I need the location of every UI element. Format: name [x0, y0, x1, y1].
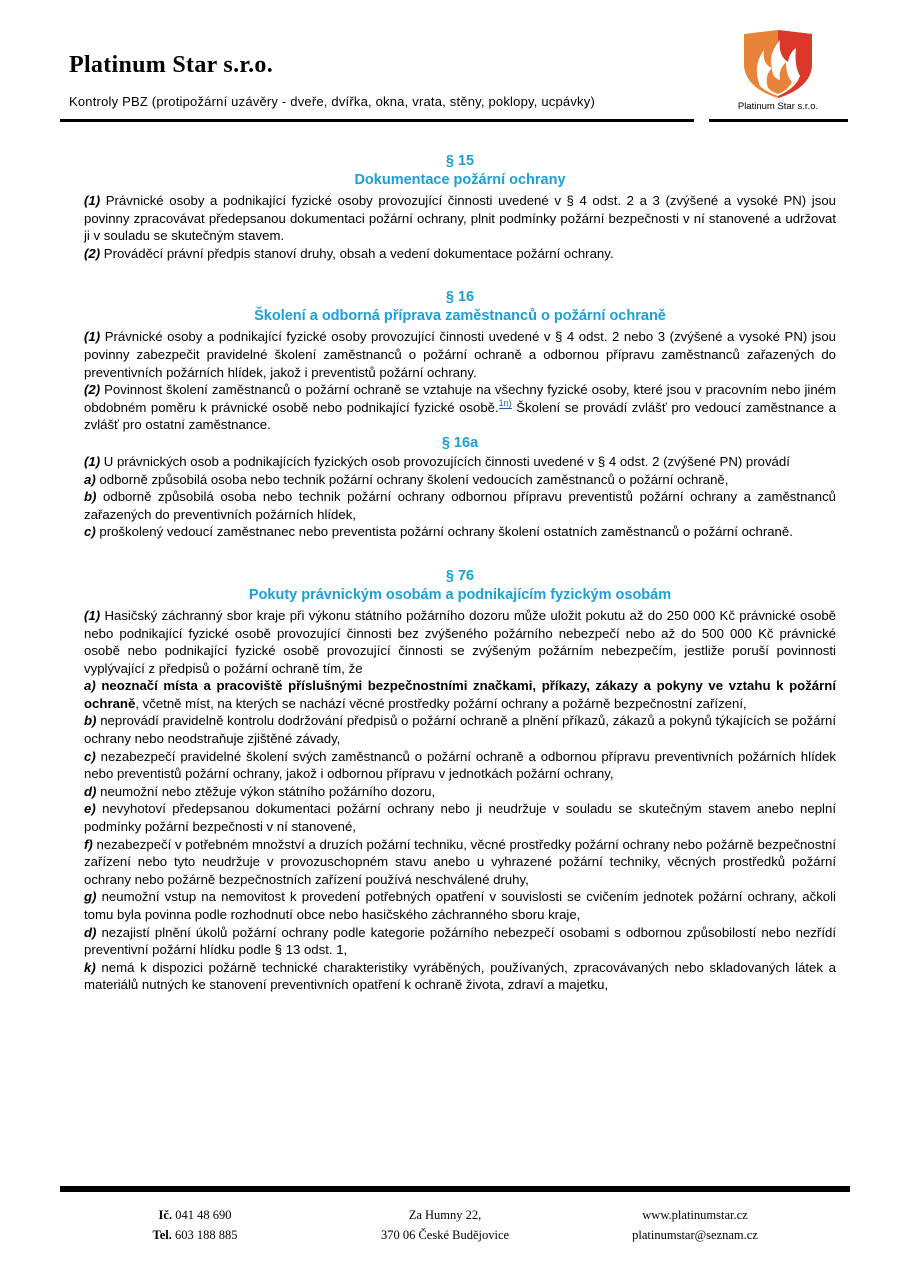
- item-text: , včetně míst, na kterých se nachází věcné prostředky požární ochrany a požárně bezpečnostní zařízení,: [135, 695, 747, 711]
- list-item: [84, 783, 836, 801]
- flame-shield-logo-icon: [738, 26, 818, 100]
- list-item: [84, 836, 836, 889]
- section-76-paragraph-1: [84, 607, 836, 677]
- paragraph-text: Prováděcí právní předpis stanoví druhy, obsah a vedení dokumentace požární ochrany.: [100, 245, 614, 261]
- footer-address: [360, 1205, 530, 1245]
- section-16-number: § 16: [445, 289, 475, 306]
- company-name: Platinum Star s.r.o.: [69, 52, 274, 78]
- section-76-title: Pokuty právnickým osobám a podnikajícím fyzickým osobám: [248, 586, 672, 603]
- section-15-paragraph-1: [84, 192, 836, 245]
- item-text: nezabezpečí v potřebném množství a druzích požární techniku, věcné prostředky požární ochrany nebo požárně bezpečnostní zařízení nebo tyto neudržuje v provozuschopném stavu anebo u vyhrazené požární techniky, věcných prostředků požární ochrany nebo požárně bezpečnostních zařízení používá neschválené druhy,: [84, 836, 836, 887]
- section-15-paragraph-2: [84, 245, 836, 263]
- document-body: [84, 152, 836, 994]
- item-bold-text: neoznačí místa a pracoviště příslušnými bezpečnostními značkami, příkazy, zákazy a pokyny ve vztahu k požární ochraně: [84, 678, 836, 711]
- header-divider-right: [709, 119, 848, 122]
- website-link[interactable]: www.platinumstar.cz: [642, 1208, 748, 1222]
- paragraph-text: Hasičský záchranný sbor kraje při výkonu státního požárního dozoru může uložit pokutu až do 250 000 Kč právnické osobě nebo podnikající fyzické osobě provozující činnosti bez zvýšeného požárního nebezpečí nebo až do 500 000 Kč právnické osobě nebo podnikající fyzické osobě provozující činnosti se zvýšeným požárním nebezpečím, jestliže poruší povinnosti vyplývající z předpisů o požární ochraně tím, že: [84, 607, 836, 676]
- paragraph-text: Školení se provádí zvlášť pro vedoucí zaměstnance a zvlášť pro ostatní zaměstnance.: [84, 399, 836, 433]
- paragraph-text: Povinnost školení zaměstnanců o požární ochraně se vztahuje na všechny fyzické osoby, které jsou v pracovním nebo jiném obdobném poměru k právnické osobě nebo podnikající fyzické osobě.: [84, 382, 836, 415]
- footnote-link[interactable]: 1n): [498, 398, 512, 409]
- item-letter: g): [84, 889, 97, 905]
- paragraph-number: (1): [84, 453, 101, 469]
- header-divider-left: [60, 119, 694, 122]
- item-text: neprovádí pravidelně kontrolu dodržování předpisů o požární ochraně a plnění příkazů, zákazů a pokynů týkajících se požární ochrany nebo neodstraňuje zjištěné závady,: [84, 713, 836, 747]
- list-item: [84, 959, 836, 994]
- paragraph-number: (2): [84, 245, 101, 261]
- section-76-number: § 76: [445, 567, 475, 584]
- item-text: neumožní nebo ztěžuje výkon státního požárního dozoru,: [96, 783, 436, 799]
- item-text: neumožní vstup na nemovitost k provedení potřebných opatření v souvislosti se cvičením jednotek požární ochrany, ačkoli tomu byla povinna podle rozhodnutí obce nebo hasičského záchranného sboru kraje,: [84, 889, 836, 922]
- list-item: [84, 523, 836, 541]
- item-letter: e): [84, 801, 96, 817]
- item-text: nevyhotoví předepsanou dokumentaci požární ochrany nebo ji neudržuje v souladu se skutečným stavem anebo neplní podmínky požární bezpečnosti v ní stanovené,: [84, 801, 836, 835]
- company-logo: [730, 26, 826, 116]
- paragraph-text: Právnické osoby a podnikající fyzické osoby provozující činnosti uvedené v § 4 odst. 2 a 3 (zvýšené a vysoké PN) jsou povinny zpracovávat předepsanou dokumentaci požární ochrany, plnit podmínky požární bezpečnosti v ní stanovené a udržovat ji v souladu se skutečným stavem.: [84, 193, 836, 244]
- item-letter: k): [84, 959, 96, 975]
- section-16-title: Školení a odborná příprava zaměstnanců o požární ochraně: [254, 308, 666, 325]
- item-letter: c): [84, 748, 96, 764]
- paragraph-number: (2): [84, 382, 101, 398]
- section-15-title: Dokumentace požární ochrany: [354, 172, 566, 188]
- list-item: [84, 712, 836, 747]
- section-15-number: § 15: [445, 153, 475, 169]
- section-16-paragraph-2: [84, 381, 836, 434]
- item-text: nezajistí plnění úkolů požární ochrany podle kategorie požárního nebezpečí osobami s odbornou způsobilostí nebo nezřídí preventivní požární hlídku podle § 13 odst. 1,: [84, 924, 836, 958]
- section-16a-number: § 16a: [441, 434, 479, 451]
- list-item: [84, 471, 836, 489]
- item-letter: c): [84, 524, 96, 540]
- item-text: proškolený vedoucí zaměstnanec nebo preventista požární ochrany školení ostatních zaměstnanců o požární ochraně.: [95, 524, 793, 540]
- list-item: [84, 888, 836, 923]
- address-city: 370 06 České Budějovice: [380, 1228, 510, 1242]
- company-tagline: Kontroly PBZ (protipožární uzávěry - dveře, dvířka, okna, vrata, stěny, poklopy, ucpávky): [69, 94, 595, 109]
- paragraph-number: (1): [84, 329, 101, 345]
- list-item: [84, 924, 836, 959]
- tel-label: Tel.: [152, 1228, 172, 1242]
- item-letter: d): [84, 783, 97, 799]
- footer-divider: [60, 1186, 850, 1192]
- item-letter: f): [84, 836, 93, 852]
- item-text: nemá k dispozici požárně technické charakteristiky vyráběných, používaných, zpracovávaných nebo skladovaných látek a materiálů nutných ke stanovení preventivních opatření k ochraně života, zdraví a majetku,: [84, 959, 836, 993]
- paragraph-text: Právnické osoby a podnikající fyzické osoby provozující činnosti uvedené v § 4 odst. 2 nebo 3 (zvýšené a vysoké PN) jsou povinny zabezpečit pravidelné školení zaměstnanců o požární ochraně a odbornou přípravu zaměstnanců zařazených do preventivních požárních hlídek, jakož i preventistů požární ochrany.: [84, 329, 836, 380]
- item-text: nezabezpečí pravidelné školení svých zaměstnanců o požární ochraně a odbornou přípravu preventivních požárních hlídek nebo preventistů požární ochrany, jakož i odbornou přípravu v jednotkách požární ochrany,: [84, 748, 836, 782]
- item-text: odborně způsobilá osoba nebo technik požární ochrany odbornou přípravu preventistů požární ochrany a zaměstnanců zařazených do preventivních požárních hlídek,: [84, 489, 836, 522]
- footer-phone: [120, 1225, 270, 1245]
- item-text: odborně způsobilá osoba nebo technik požární ochrany školení vedoucích zaměstnanců o požární ochraně,: [95, 471, 729, 487]
- address-street: Za Humny 22,: [408, 1208, 482, 1222]
- list-item: [84, 677, 836, 712]
- footer-ic: [120, 1205, 270, 1225]
- footer-contact: [610, 1205, 780, 1245]
- ic-value: 041 48 690: [172, 1208, 232, 1222]
- tel-value: 603 188 885: [171, 1228, 238, 1242]
- email-link[interactable]: platinumstar@seznam.cz: [632, 1228, 758, 1242]
- logo-caption: Platinum Star s.r.o.: [737, 101, 819, 112]
- item-letter: d): [84, 924, 97, 940]
- list-item: [84, 488, 836, 523]
- list-item: [84, 748, 836, 783]
- paragraph-number: (1): [84, 193, 101, 208]
- section-16-paragraph-1: [84, 328, 836, 381]
- item-letter: b): [84, 489, 97, 505]
- item-letter: b): [84, 713, 97, 729]
- section-16a-paragraph-1: [84, 453, 836, 471]
- list-item: [84, 800, 836, 835]
- footer-ids: [120, 1205, 270, 1245]
- item-letter: a): [84, 678, 96, 694]
- paragraph-number: (1): [84, 607, 101, 623]
- paragraph-text: U právnických osob a podnikajících fyzických osob provozujících činnosti uvedené v § 4 odst. 2 (zvýšené PN) provádí: [100, 453, 790, 469]
- ic-label: Ič.: [158, 1208, 173, 1222]
- item-letter: a): [84, 471, 96, 487]
